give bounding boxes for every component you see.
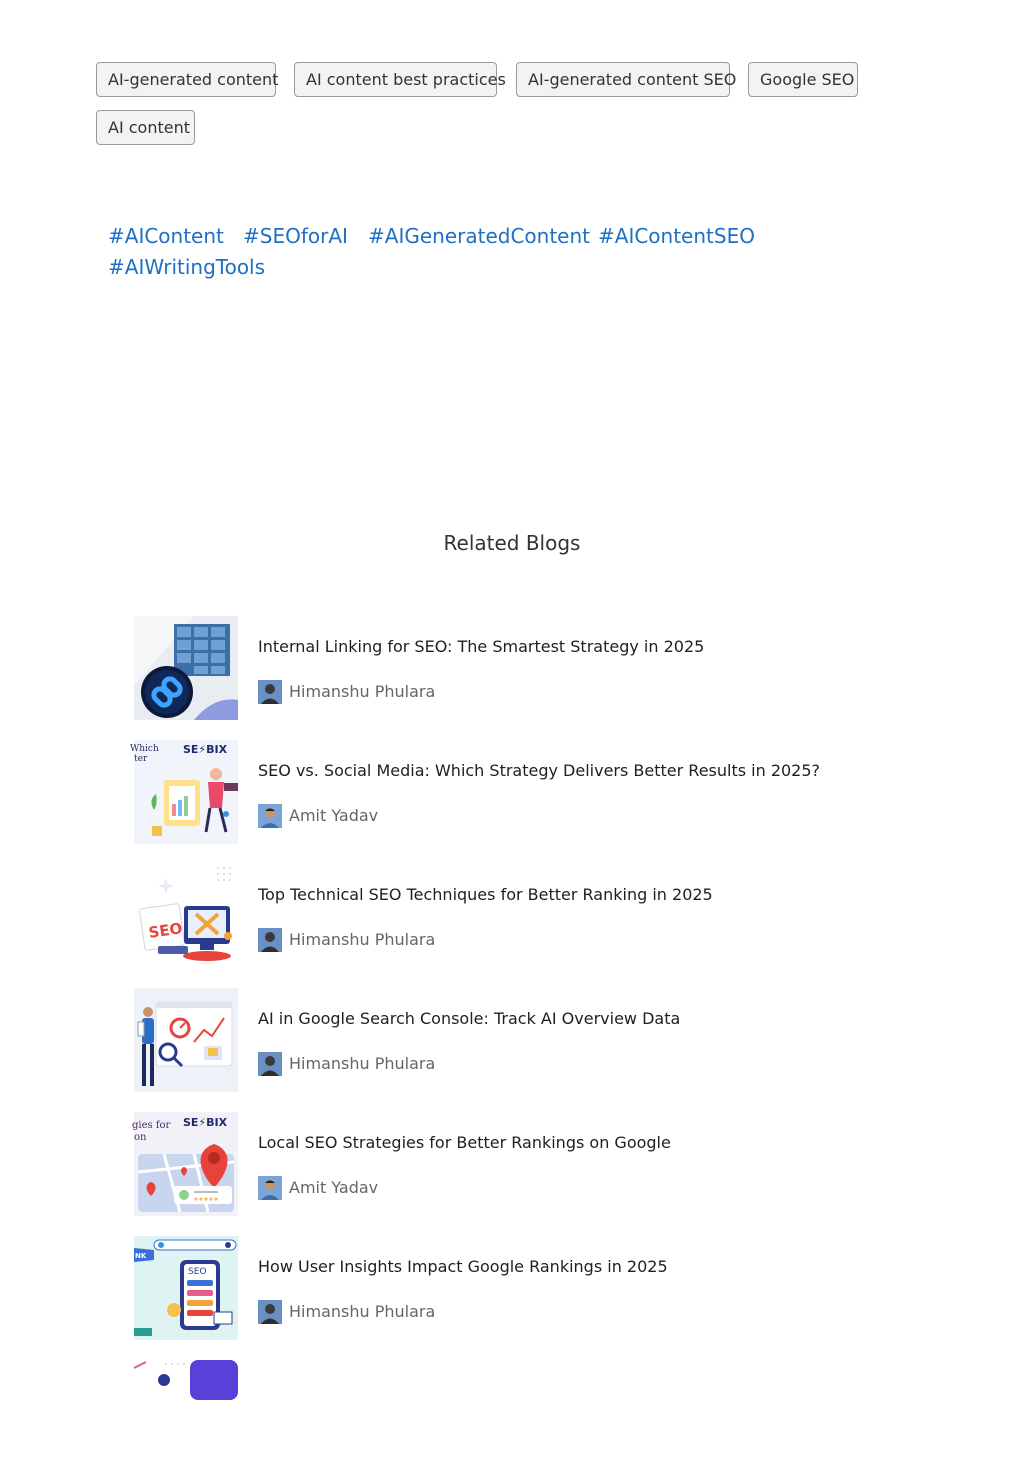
hashtag-link[interactable]: #AIGeneratedContent <box>368 224 590 248</box>
svg-text:NK: NK <box>135 1252 147 1260</box>
blog-title-link[interactable]: Internal Linking for SEO: The Smartest Strategy in 2025 <box>258 637 705 656</box>
svg-text:Which: Which <box>130 744 159 754</box>
author-name: Himanshu Phulara <box>289 1054 436 1073</box>
svg-text:on: on <box>134 1132 147 1143</box>
blog-thumbnail[interactable] <box>134 1112 238 1216</box>
blog-card[interactable] <box>134 988 894 1092</box>
blog-title-link[interactable]: How User Insights Impact Google Rankings in 2025 <box>258 1257 668 1276</box>
tag-chip[interactable]: AI content <box>96 110 195 145</box>
related-blogs-heading: Related Blogs <box>443 531 581 555</box>
author-name: Himanshu Phulara <box>289 1302 436 1321</box>
avatar <box>258 680 282 704</box>
author-name: Himanshu Phulara <box>289 682 436 701</box>
svg-text:ter: ter <box>134 754 148 764</box>
hashtag-link[interactable]: #AIContent <box>108 224 224 248</box>
blog-card[interactable] <box>134 1112 894 1216</box>
blog-thumbnail[interactable] <box>134 988 238 1092</box>
blog-thumbnail[interactable] <box>134 616 238 720</box>
tag-chip[interactable]: AI content best practices <box>294 62 497 97</box>
blog-card[interactable] <box>130 740 894 844</box>
hashtag-link[interactable]: #AIContentSEO <box>598 224 755 248</box>
blog-title-link[interactable]: AI in Google Search Console: Track AI Overview Data <box>258 1009 681 1028</box>
tag-chip[interactable]: AI-generated content <box>96 62 276 97</box>
blog-thumbnail[interactable] <box>130 740 238 844</box>
blog-card[interactable] <box>134 864 894 968</box>
blog-card[interactable] <box>134 616 894 720</box>
avatar <box>258 1300 282 1324</box>
avatar <box>258 1176 282 1200</box>
blog-card[interactable] <box>134 1236 894 1340</box>
seo-ranking-illustration <box>134 1236 238 1340</box>
blog-title-link[interactable]: Local SEO Strategies for Better Rankings on Google <box>258 1133 671 1152</box>
blog-thumbnail[interactable] <box>134 864 238 968</box>
chain-link-icon <box>134 616 238 720</box>
technical-seo-illustration <box>134 864 238 968</box>
svg-text:SE⚡BIX: SE⚡BIX <box>183 743 228 756</box>
svg-text:gies for: gies for <box>132 1120 171 1131</box>
svg-text:SEO: SEO <box>147 919 184 942</box>
blog-thumbnail[interactable] <box>134 1360 238 1464</box>
related-blog-list <box>130 616 894 1376</box>
blog-thumbnail[interactable] <box>134 1236 238 1340</box>
author-name: Amit Yadav <box>289 1178 379 1197</box>
avatar <box>258 804 282 828</box>
search-console-illustration <box>134 988 238 1092</box>
hashtag-link[interactable]: #AIWritingTools <box>108 255 266 279</box>
svg-text:SE⚡BIX: SE⚡BIX <box>183 1116 228 1129</box>
tag-chip[interactable]: AI-generated content SEO <box>516 62 730 97</box>
blog-thumbnail-image <box>134 1360 238 1464</box>
svg-text:SEO: SEO <box>188 1267 207 1277</box>
avatar <box>258 928 282 952</box>
blog-card[interactable] <box>134 1360 894 1464</box>
author-name: Amit Yadav <box>289 806 379 825</box>
map-pin-illustration <box>134 1112 238 1216</box>
author-name: Himanshu Phulara <box>289 930 436 949</box>
blog-title-link[interactable]: Top Technical SEO Techniques for Better Ranking in 2025 <box>258 885 713 904</box>
seo-social-illustration <box>130 740 238 844</box>
avatar <box>258 1052 282 1076</box>
blog-title-link[interactable]: SEO vs. Social Media: Which Strategy Delivers Better Results in 2025? <box>258 761 821 780</box>
hashtag-link[interactable]: #SEOforAI <box>243 224 348 248</box>
tag-chip[interactable]: Google SEO <box>748 62 858 97</box>
